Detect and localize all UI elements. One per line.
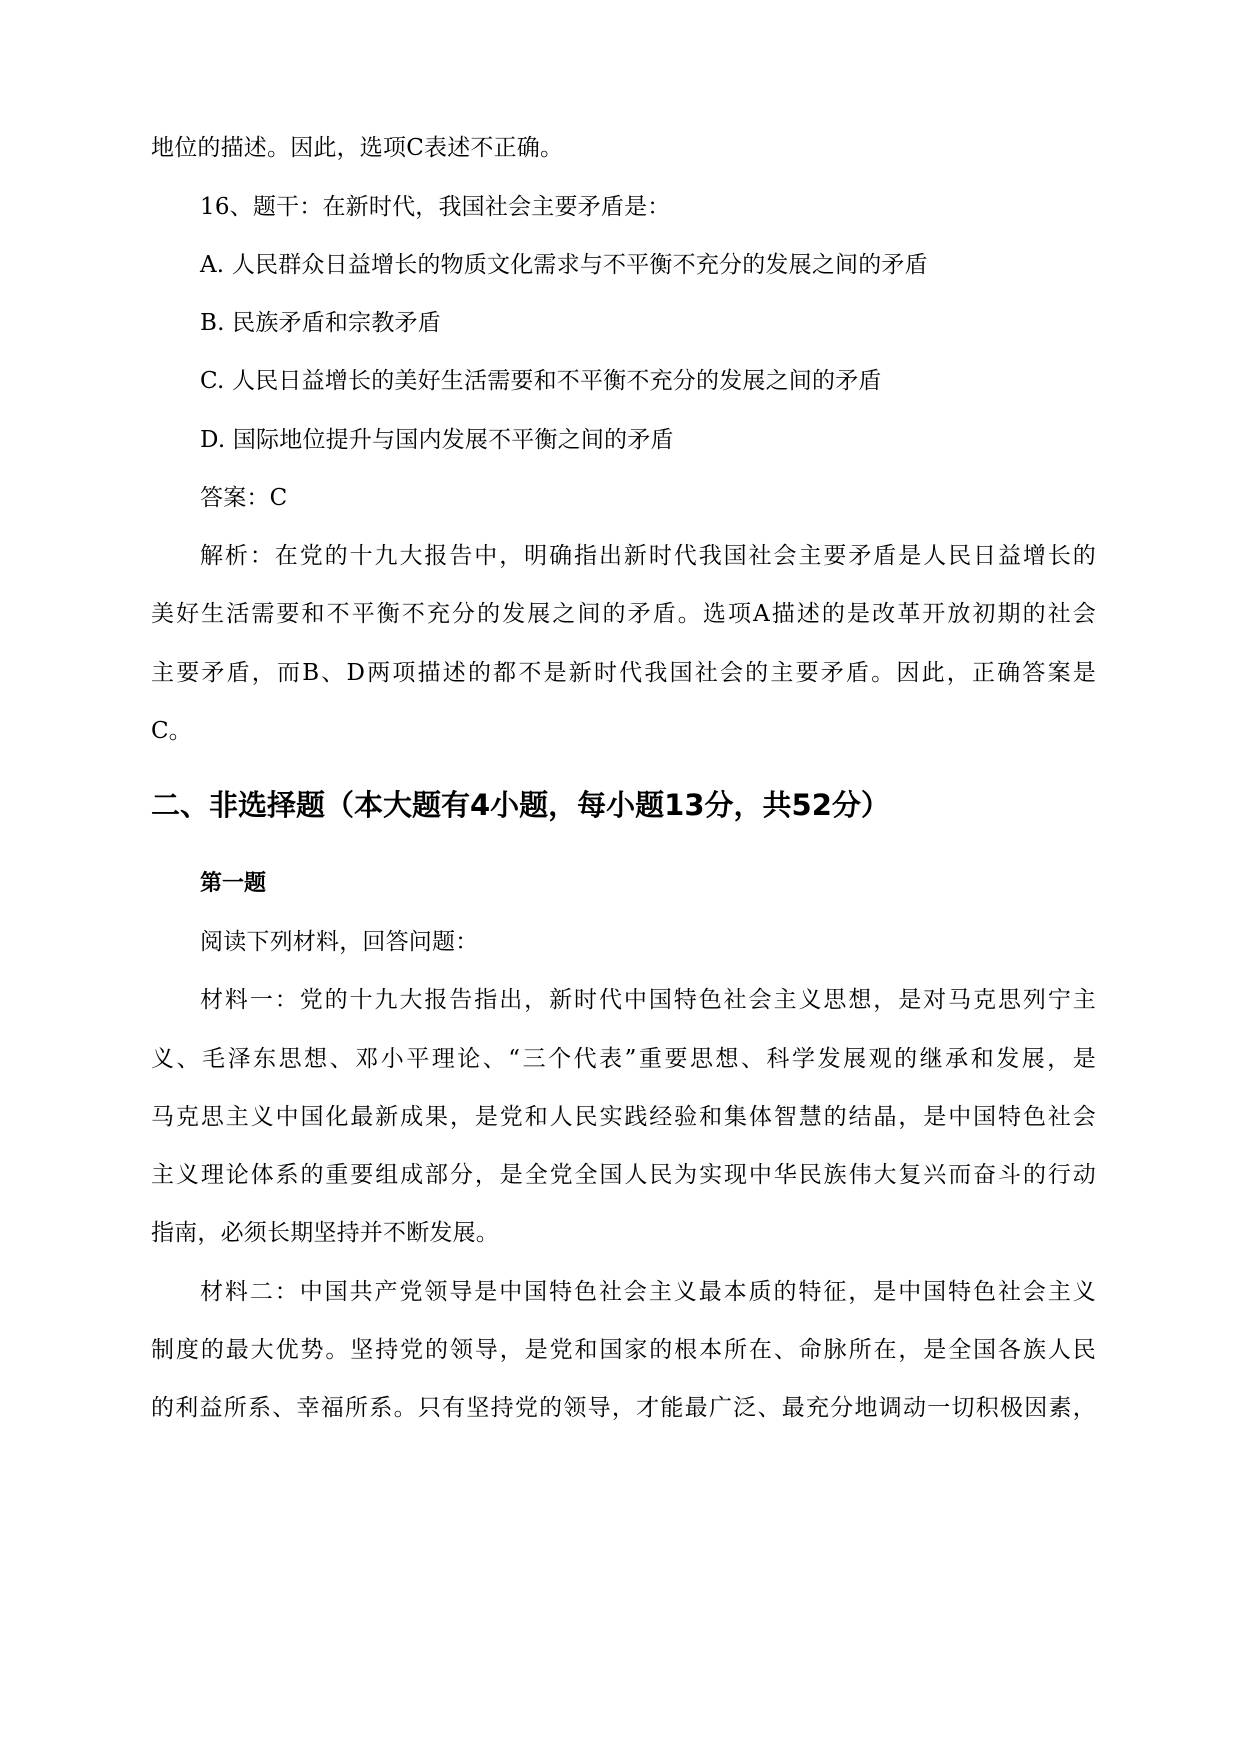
- text-line: 地位的描述。因此，选项C表述不正确。: [151, 135, 564, 161]
- material-line: 制度的最大优势。坚持党的领导，是党和国家的根本所在、命脉所在，是全国各族人民: [151, 1337, 1096, 1363]
- option-b: B. 民族矛盾和宗教矛盾: [200, 310, 441, 336]
- question-title: 第一题: [200, 871, 267, 896]
- material-line: 指南，必须长期坚持并不断发展。: [151, 1220, 499, 1246]
- explanation-line: 主要矛盾，而B、D两项描述的都不是新时代我国社会的主要矛盾。因此，正确答案是: [151, 660, 1096, 686]
- explanation-line: 美好生活需要和不平衡不充分的发展之间的矛盾。选项A描述的是改革开放初期的社会: [151, 601, 1096, 627]
- explanation-line: C。: [151, 718, 192, 744]
- question-stem: 16、题干：在新时代，我国社会主要矛盾是：: [200, 194, 671, 220]
- material-line: 马克思主义中国化最新成果，是党和人民实践经验和集体智慧的结晶，是中国特色社会: [151, 1104, 1096, 1130]
- material-line: 义、毛泽东思想、邓小平理论、“三个代表”重要思想、科学发展观的继承和发展，是: [151, 1046, 1096, 1072]
- explanation-line: 解析：在党的十九大报告中，明确指出新时代我国社会主要矛盾是人民日益增长的: [200, 543, 1096, 569]
- material-line: 材料一：党的十九大报告指出，新时代中国特色社会主义思想，是对马克思列宁主: [200, 987, 1096, 1013]
- instruction-line: 阅读下列材料，回答问题：: [200, 929, 479, 955]
- material-line: 材料二：中国共产党领导是中国特色社会主义最本质的特征，是中国特色社会主义: [200, 1279, 1096, 1305]
- material-line: 的利益所系、幸福所系。只有坚持党的领导，才能最广泛、最充分地调动一切积极因素，: [151, 1395, 1096, 1421]
- option-a: A. 人民群众日益增长的物质文化需求与不平衡不充分的发展之间的矛盾: [200, 252, 928, 278]
- option-d: D. 国际地位提升与国内发展不平衡之间的矛盾: [200, 427, 674, 453]
- material-line: 主义理论体系的重要组成部分，是全党全国人民为实现中华民族伟大复兴而奋斗的行动: [151, 1162, 1096, 1188]
- answer-line: 答案：C: [200, 485, 288, 511]
- section-heading: 二、非选择题（本大题有4小题，每小题13分，共52分）: [151, 788, 890, 822]
- option-c: C. 人民日益增长的美好生活需要和不平衡不充分的发展之间的矛盾: [200, 368, 882, 394]
